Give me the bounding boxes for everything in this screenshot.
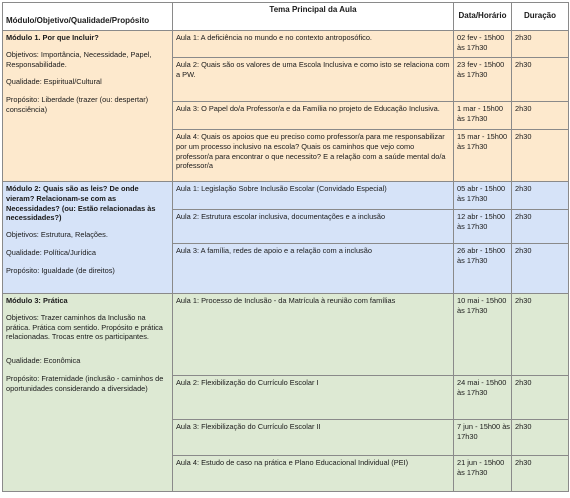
lesson-topic: Aula 3: A família, redes de apoio e a relação com a inclusão: [173, 244, 454, 294]
module-3-cell: [3, 294, 173, 492]
lesson-date: 24 mai - 15h00 às 17h30: [454, 376, 512, 420]
header-date: Data/Horário: [454, 3, 512, 31]
lesson-duration: 2h30: [512, 182, 569, 210]
module-3-quality: Qualidade: Econômica: [6, 356, 81, 366]
lesson-date: 15 mar - 15h00 às 17h30: [454, 130, 512, 182]
lesson-date: 7 jun - 15h00 às 17h30: [454, 420, 512, 456]
lesson-duration: 2h30: [512, 210, 569, 244]
lesson-duration: 2h30: [512, 58, 569, 102]
module-2-title: Módulo 2: Quais são as leis? De onde vieram? Relacionam-se com as Necessidades? (ou: Estão relacionadas às necessidades?): [6, 184, 156, 223]
lesson-topic: Aula 3: O Papel do/a Professor/a e da Família no projeto de Educação Inclusiva.: [173, 102, 454, 130]
module-1-title: Módulo 1. Por que Incluir?: [6, 33, 99, 42]
module-1-purpose: Propósito: Liberdade (trazer (ou: despertar) consciência): [6, 95, 149, 114]
module-3-objectives: Objetivos: Trazer caminhos da Inclusão na prática. Prática com sentido. Propósito e prática relacionadas. Trocas entre os participantes.: [6, 312, 163, 342]
lesson-date: 10 mai - 15h00 às 17h30: [454, 294, 512, 376]
module-3-title: Módulo 3: Prática: [6, 296, 68, 305]
lesson-topic: Aula 1: A deficiência no mundo e no contexto antroposófico.: [173, 31, 454, 58]
lesson-duration: 2h30: [512, 420, 569, 456]
lesson-date: 21 jun - 15h00 às 17h30: [454, 456, 512, 492]
table-header-row: [3, 3, 569, 31]
module-2-objectives: Objetivos: Estrutura, Relações.: [6, 230, 108, 240]
module-1-cell: [3, 31, 173, 182]
header-duration: Duração: [512, 3, 569, 31]
lesson-date: 12 abr - 15h00 às 17h30: [454, 210, 512, 244]
module-2-quality: Qualidade: Política/Jurídica: [6, 247, 96, 257]
lesson-duration: 2h30: [512, 130, 569, 182]
lesson-topic: Aula 2: Flexibilização do Currículo Escolar I: [173, 376, 454, 420]
module-2-purpose: Propósito: Igualdade (de direitos): [6, 265, 115, 275]
lesson-date: 02 fev - 15h00 às 17h30: [454, 31, 512, 58]
module-3-purpose: Propósito: Fraternidade (inclusão - caminhos de oportunidades considerando a diversidade): [6, 373, 164, 393]
lesson-topic: Aula 4: Quais os apoios que eu preciso como professor/a para me responsabilizar por um processo inclusivo na escola? Quais os caminhos que vejo como professor/a para encontrar o que necessito? E a relação com a saúde mental do/a professor/a: [173, 130, 454, 182]
module-2-cell: [3, 182, 173, 294]
lesson-topic: Aula 1: Legislação Sobre Inclusão Escolar (Convidado Especial): [173, 182, 454, 210]
lesson-topic: Aula 3: Flexibilização do Currículo Escolar II: [173, 420, 454, 456]
module-1-quality: Qualidade: Espiritual/Cultural: [6, 77, 102, 87]
lesson-topic: Aula 2: Estrutura escolar inclusiva, documentações e a inclusão: [173, 210, 454, 244]
lesson-duration: 2h30: [512, 102, 569, 130]
lesson-duration: 2h30: [512, 294, 569, 376]
table-row: [3, 182, 569, 210]
lesson-duration: 2h30: [512, 31, 569, 58]
lesson-duration: 2h30: [512, 376, 569, 420]
header-module: Módulo/Objetivo/Qualidade/Propósito: [3, 3, 173, 31]
lesson-topic: Aula 4: Estudo de caso na prática e Plano Educacional Individual (PEI): [173, 456, 454, 492]
lesson-date: 23 fev - 15h00 às 17h30: [454, 58, 512, 102]
course-schedule-table: [2, 2, 569, 492]
table-row: [3, 294, 569, 376]
module-1-objectives: Objetivos: Importância, Necessidade, Papel, Responsabilidade.: [6, 49, 152, 69]
lesson-topic: Aula 1: Processo de Inclusão - da Matrícula à reunião com famílias: [173, 294, 454, 376]
lesson-date: 26 abr - 15h00 às 17h30: [454, 244, 512, 294]
lesson-duration: 2h30: [512, 456, 569, 492]
lesson-date: 05 abr - 15h00 às 17h30: [454, 182, 512, 210]
lesson-duration: 2h30: [512, 244, 569, 294]
lesson-date: 1 mar - 15h00 às 17h30: [454, 102, 512, 130]
header-topic: Tema Principal da Aula: [173, 3, 454, 31]
lesson-topic: Aula 2: Quais são os valores de uma Escola Inclusiva e como isto se relaciona com a PW.: [173, 58, 454, 102]
table-row: [3, 31, 569, 58]
